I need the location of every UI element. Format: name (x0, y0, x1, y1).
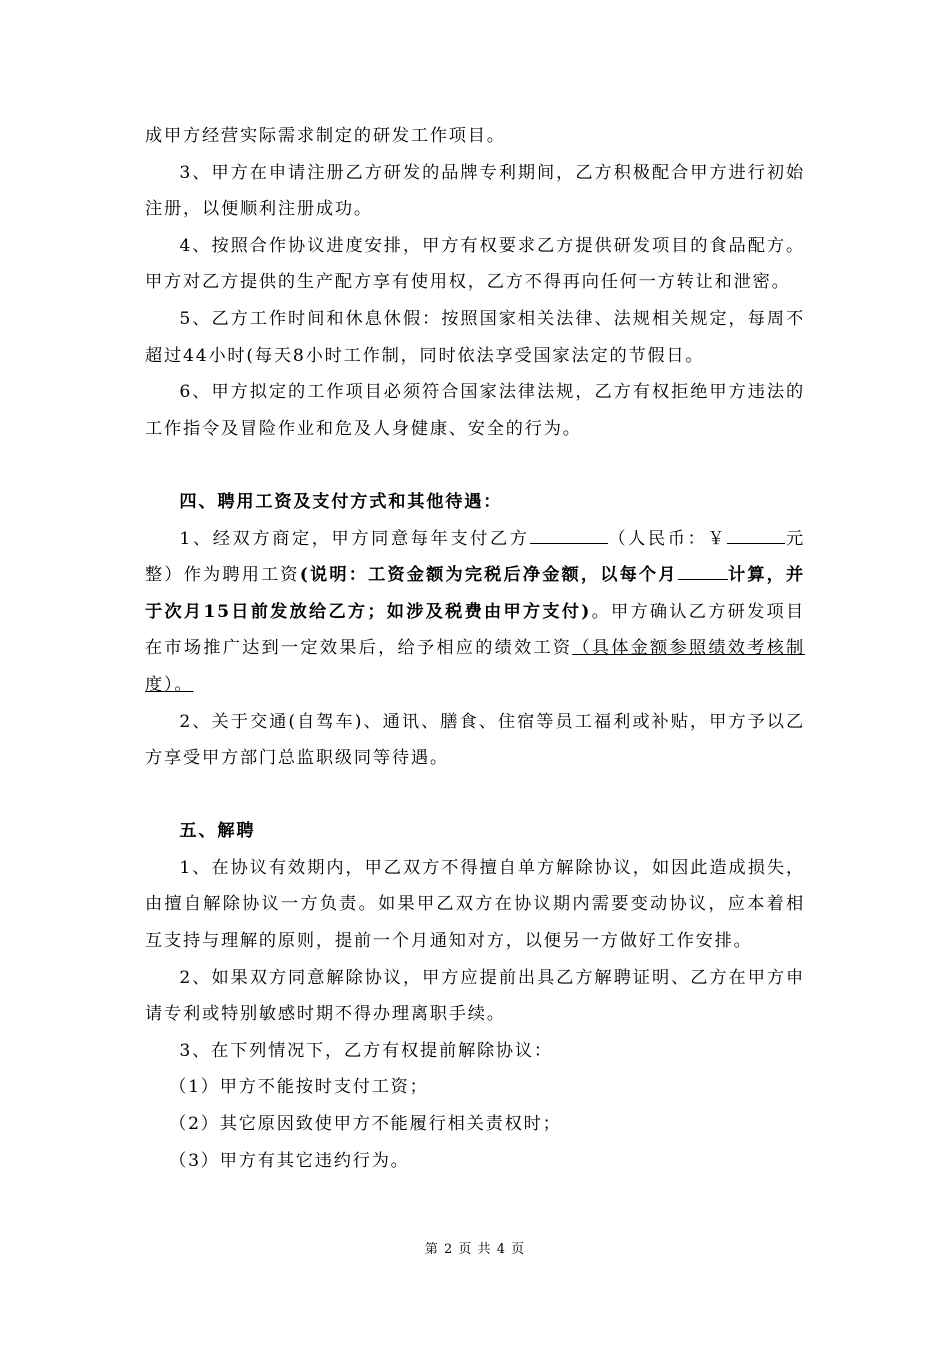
clause-3: 3、甲方在申请注册乙方研发的品牌专利期间，乙方积极配合甲方进行初始注册，以便顺利注册成功。 (145, 162, 805, 220)
list-item: （1）甲方不能按时支付工资； (169, 1077, 429, 1098)
salary-text-a: 1、经双方商定，甲方同意每年支付乙方 (179, 528, 530, 549)
section-5-clause-2: 2、如果双方同意解除协议，甲方应提前出具乙方解聘证明、乙方在甲方申请专利或特别敏感时期不得办理离职手续。 (145, 967, 805, 1025)
rmb-amount-blank (727, 524, 785, 543)
document-body (145, 118, 805, 1179)
section-4-clause-1 (145, 521, 805, 704)
annual-salary-blank (530, 524, 608, 543)
clause-6: 6、甲方拟定的工作项目必须符合国家法律法规，乙方有权拒绝甲方违法的工作指令及冒险作业和危及人身健康、安全的行为。 (145, 382, 805, 439)
section-4-heading: 四、聘用工资及支付方式和其他待遇： (179, 491, 503, 512)
salary-text-c: 元整）作为聘用工资 (145, 528, 805, 586)
clause-5: 5、乙方工作时间和休息休假：按照国家相关法律、法规相关规定，每周不超过44小时(每天8小时工作制，同时依法享受国家法定的节假日。 (145, 308, 805, 366)
monthly-blank (678, 561, 728, 580)
salary-text-d: 。甲方确认乙方研发项目在市场推广达到一定效果后，给予相应的绩效工资 (145, 601, 805, 659)
section-4-clause-2: 2、关于交通(自驾车)、通讯、膳食、住宿等员工福利或补贴，甲方予以乙方享受甲方部门总监职级同等待遇。 (145, 711, 805, 769)
continued-paragraph: 成甲方经营实际需求制定的研发工作项目。 (145, 126, 506, 146)
list-item: （3）甲方有其它违约行为。 (169, 1150, 410, 1171)
section-5-heading: 五、解聘 (179, 821, 256, 842)
list-item: （2）其它原因致使甲方不能履行相关责权时； (169, 1114, 562, 1135)
salary-note-b: 计算，并于次月15日前发放给乙方；如涉及税费由甲方支付) (145, 565, 806, 622)
section-5-clause-1: 1、在协议有效期内，甲乙双方不得擅自单方解除协议，如因此造成损失，由擅自解除协议一方负责。如果甲乙双方在协议期内需要变动协议，应本着相互支持与理解的原则，提前一个月通知对方，以便另一方做好工作安排。 (145, 857, 805, 952)
clause-4: 4、按照合作协议进度安排，甲方有权要求乙方提供研发项目的食品配方。甲方对乙方提供的生产配方享有使用权，乙方不得再向任何一方转让和泄密。 (145, 235, 805, 293)
page-footer: 第 2 页 共 4 页 (424, 1242, 526, 1257)
salary-note-a: (说明：工资金额为完税后净金额，以每个月 (299, 565, 678, 586)
performance-note: （具体金额参照绩效考核制度）。 (145, 638, 805, 695)
section-5-clause-3: 3、在下列情况下，乙方有权提前解除协议： (179, 1040, 553, 1061)
salary-text-b: （人民币：￥ (607, 528, 728, 549)
